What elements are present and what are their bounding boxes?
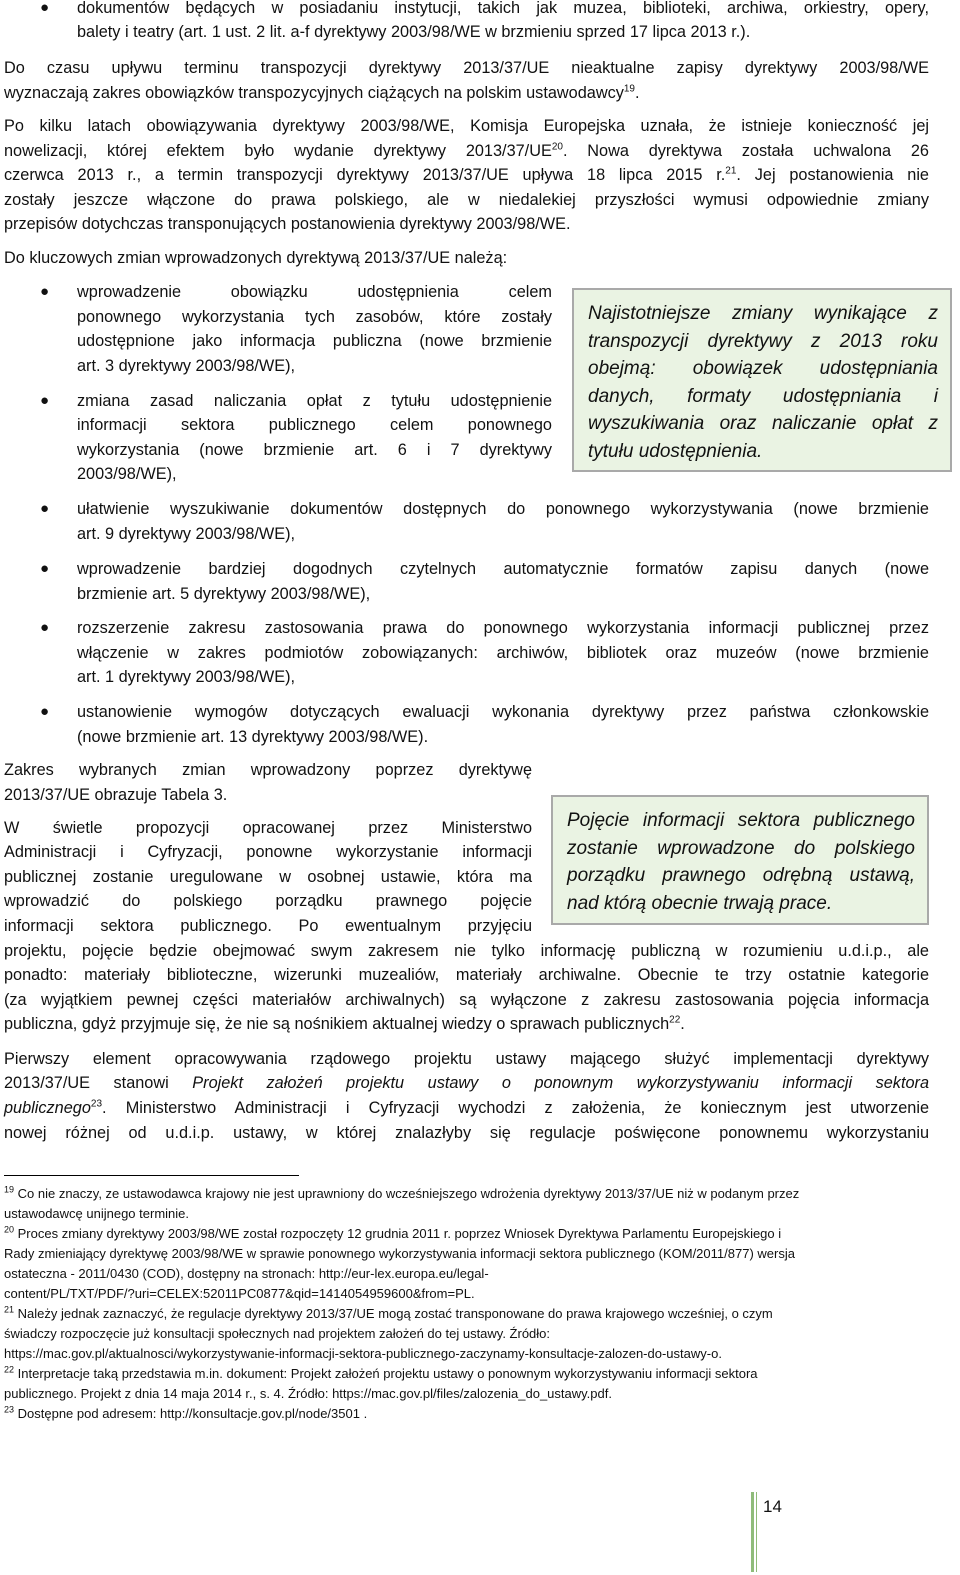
footnote-23-text-a: Dostępne pod adresem: http://konsultacje.gov.pl/node/3501 .	[17, 1406, 368, 1421]
p6-line3	[4, 1096, 929, 1121]
footnote-20-line2: Rady zmieniający dyrektywę 2003/98/WE w sprawie ponownego wykorzystywania informacji sektora publicznego (KOM/2011/877) wersja	[4, 1246, 795, 1261]
p1-line2-text: wyznaczają zakres obowiązków transpozycyjnych ciążących na polskim ustawodawcy	[4, 84, 624, 102]
bullet-dot: ●	[40, 500, 50, 517]
footnote-20-text-a: Proces zmiany dyrektywy 2003/98/WE został rozpoczęty 12 grudnia 2011 r. poprzez Wniosek Dyrektywa Parlamentu Europejskiego i	[17, 1226, 782, 1241]
footnote-ref-22[interactable]: 22	[669, 1014, 681, 1026]
p5-line5: informacji sektora publicznego. Po ewentualnym przyjęciu	[4, 917, 532, 935]
page-number-bar-thin	[756, 1492, 757, 1572]
bullet5-line3: art. 1 dyrektywy 2003/98/WE),	[77, 668, 296, 686]
box1-line4: danych, formaty udostępniania i	[588, 385, 938, 407]
p2-line2b: . Nowa dyrektywa została uchwalona 26	[562, 142, 929, 160]
footnote-number-21: 21	[4, 1304, 15, 1315]
footnote-19-line1	[4, 1184, 916, 1204]
bullet6-line2: (nowe brzmienie art. 13 dyrektywy 2003/98/WE).	[77, 728, 429, 746]
p1-line2	[4, 81, 929, 106]
p5-line7: ponadto: materiały biblioteczne, wizerunki muzealiów, materiały archiwalne. Obecnie te trzy ostatnie kategorie	[4, 966, 929, 984]
box1-line3: obejmą: obowiązek udostępniania	[588, 358, 938, 379]
p5-line3: publicznej zostanie uregulowane w osobnej ustawie, która ma	[4, 868, 532, 886]
p5-line6: projektu, pojęcie będzie obejmować swym zakresem nie tylko informację publiczną w rozumieniu u.d.i.p., ale	[4, 942, 929, 960]
p6-line3b: . Ministerstwo Administracji i Cyfryzacji wychodzi z założenia, że koniecznym jest utworzenie	[102, 1099, 929, 1117]
page-number: 14	[763, 1497, 782, 1516]
bullet5-line1: rozszerzenie zakresu zastosowania prawa do ponownego wykorzystania informacji publicznej przez	[77, 619, 929, 637]
footnote-21-line3[interactable]: https://mac.gov.pl/aktualnosci/wykorzystywanie-informacji-sektora-publicznego-zaczynamy-konsultacje-zalozen-do-ustawy-o.	[4, 1346, 722, 1361]
p6-line2	[4, 1071, 929, 1096]
p5-line2: Administracji i Cyfryzacji, ponowne wykorzystanie informacji	[4, 843, 532, 861]
p2-line3b: . Jej postanowienia nie	[736, 166, 929, 184]
footnote-19-text-a: Co nie znaczy, ze ustawodawca krajowy nie jest uprawniony do wcześniejszego wdrożenia dyrektywy 2013/37/UE niż w podanym przez	[17, 1186, 800, 1201]
callout-box-concept	[551, 795, 929, 925]
p6-line2a: 2013/37/UE stanowi	[4, 1074, 193, 1092]
p5-line4: wprowadzić do polskiego porządku prawnego pojęcie	[4, 892, 532, 910]
bullet1-line4: art. 3 dyrektywy 2003/98/WE),	[77, 357, 296, 375]
footnote-ref-21[interactable]: 21	[725, 165, 737, 177]
bullet-dot: ●	[40, 0, 50, 16]
box2-line2: zostanie wprowadzone do polskiego	[567, 837, 915, 859]
p5-line1: W świetle propozycji opracowanej przez Ministerstwo	[4, 819, 532, 837]
page-number-bar	[751, 1492, 754, 1572]
bullet-dot: ●	[40, 283, 50, 300]
p6-line1: Pierwszy element opracowywania rządowego projektu ustawy mającego służyć implementacji dyrektywy	[4, 1050, 929, 1068]
footnote-ref-23[interactable]: 23	[90, 1098, 103, 1110]
p3-intro: Do kluczowych zmian wprowadzonych dyrektywą 2013/37/UE należą:	[4, 249, 508, 267]
p4-line2: 2013/37/UE obrazuje Tabela 3.	[4, 786, 228, 804]
footnote-20-line3: ostateczna - 2011/0430 (COD), dostępny na stronach: http://eur-lex.europa.eu/legal-	[4, 1266, 489, 1281]
bullet4-line1: wprowadzenie bardziej dogodnych czytelnych automatycznie formatów zapisu danych (nowe	[77, 560, 929, 578]
p1-end: .	[634, 84, 640, 102]
footnote-number-20: 20	[4, 1224, 15, 1235]
footnote-20-line4: content/PL/TXT/PDF/?uri=CELEX:52011PC0877&qid=1414054959600&from=PL.	[4, 1286, 475, 1301]
p5-end: .	[680, 1015, 685, 1033]
bullet4-line2: brzmienie art. 5 dyrektywy 2003/98/WE),	[77, 585, 371, 603]
footnote-19-line2: ustawodawcę unijnego terminie.	[4, 1206, 189, 1221]
p6-line4: nowej różnej od u.d.i.p. ustawy, w której znalazłyby się regulacje poświęcone ponownemu wykorzystaniu	[4, 1124, 929, 1142]
p5-line8: (za wyjątkiem pewnej części materiałów archiwalnych) są wyłączone z zakresu zastosowania pojęcia informacja	[4, 991, 929, 1009]
bullet2-line4: 2003/98/WE),	[77, 465, 177, 483]
bullet1-line3: udostępnione jako informacja publiczna (nowe brzmienie	[77, 332, 552, 350]
bullet-dot: ●	[40, 703, 50, 720]
bullet-dot: ●	[40, 560, 50, 577]
footnote-ref-19[interactable]: 19	[623, 83, 635, 95]
p2-line4: zostały jeszcze włączone do prawa polskiego, ale w niedalekiej przyszłości wymusi odpowiednie zmiany	[4, 191, 929, 209]
footnote-number-19: 19	[4, 1184, 15, 1195]
callout-box-changes	[572, 288, 952, 472]
p2-line2	[4, 139, 929, 164]
footnote-21-line2: świadczy rozpoczęcie już konsultacji społecznych nad projektem założeń do tej ustawy. Źródło:	[4, 1326, 551, 1341]
box1-line2: transpozycji dyrektywy z 2013 roku	[588, 330, 938, 352]
top-bullet-line1: dokumentów będących w posiadaniu instytucji, takich jak muzea, biblioteki, archiwa, orkiestry, opery,	[77, 0, 929, 17]
p2-line5: przepisów dotychczas transponujących postanowienia dyrektywy 2003/98/WE.	[4, 215, 571, 233]
bullet2-line2: informacji sektora publicznego celem ponownego	[77, 416, 552, 434]
bullet5-line2: włączenie w zakres podmiotów zobowiązanych: archiwów, bibliotek oraz muzeów (nowe brzmienie	[77, 644, 929, 662]
p5-line9	[4, 1012, 929, 1037]
p6-line2-italic: Projekt założeń projektu ustawy o ponownym wykorzystywaniu informacji sektora	[192, 1074, 930, 1092]
bullet-dot: ●	[40, 619, 50, 636]
bullet2-line3: wykorzystania (nowe brzmienie art. 6 i 7 dyrektywy	[77, 441, 552, 459]
top-bullet-line2: balety i teatry (art. 1 ust. 2 lit. a-f dyrektywy 2003/98/WE w brzmieniu sprzed 17 lipca 2013 r.).	[77, 23, 751, 41]
footnote-number-23: 23	[4, 1404, 15, 1415]
footnote-22-line2: publicznego. Projekt z dnia 14 maja 2014 r., s. 4. Źródło: https://mac.gov.pl/files/zalozenia_do_ustawy.pdf.	[4, 1386, 612, 1401]
footnote-number-22: 22	[4, 1364, 15, 1375]
p2-line2a: nowelizacji, której efektem było wydanie dyrektywy 2013/37/UE	[4, 142, 552, 160]
box1-line5: wyszukiwania oraz naliczanie opłat z	[588, 413, 938, 434]
footnote-ref-20[interactable]: 20	[551, 141, 563, 153]
footnote-23-line1	[4, 1404, 916, 1424]
p2-line1: Po kilku latach obowiązywania dyrektywy 2003/98/WE, Komisja Europejska uznała, że istnieje konieczność jej	[4, 117, 929, 135]
p5-line9-text: publiczna, gdyż przyjmuje się, że nie są nośnikiem aktualnej wiedzy o sprawach publicznych	[4, 1015, 670, 1033]
bullet-dot: ●	[40, 392, 50, 409]
p6-line3-italic: publicznego	[4, 1099, 91, 1117]
bullet6-line1: ustanowienie wymogów dotyczących ewaluacji wykonania dyrektywy przez państwa członkowskie	[77, 703, 929, 721]
bullet3-line2: art. 9 dyrektywy 2003/98/WE),	[77, 525, 296, 543]
footnote-21-text-a: Należy jednak zaznaczyć, że regulacje dyrektywy 2013/37/UE mogą zostać transponowane do prawa krajowego wcześniej, o czym	[17, 1306, 773, 1321]
footnote-22-text-a: Interpretacje taką przedstawia m.in. dokument: Projekt założeń projektu ustawy o ponownym wykorzystywaniu informacji sektora	[17, 1366, 758, 1381]
p2-line3	[4, 163, 929, 188]
box2-line1: Pojęcie informacji sektora publicznego	[567, 810, 915, 831]
box1-line1: Najistotniejsze zmiany wynikające z	[588, 303, 938, 324]
box1-line6: tytułu udostępnienia.	[588, 440, 763, 462]
footnote-21-line1	[4, 1304, 916, 1324]
footnote-20-line1	[4, 1224, 916, 1244]
p1-line1: Do czasu upływu terminu transpozycji dyrektywy 2013/37/UE nieaktualne zapisy dyrektywy 2003/98/WE	[4, 59, 929, 77]
box2-line4: nad którą obecnie trwają prace.	[567, 892, 833, 914]
p2-line3a: czerwca 2013 r., a termin transpozycji dyrektywy 2013/37/UE upływa 18 lipca 2015 r.	[4, 166, 726, 184]
bullet1-line2: ponownego wykorzystania tych zasobów, które zostały	[77, 308, 552, 326]
footnote-22-line1	[4, 1364, 916, 1384]
bullet3-line1: ułatwienie wyszukiwanie dokumentów dostępnych do ponownego wykorzystywania (nowe brzmienie	[77, 500, 929, 518]
box2-line3: porządku prawnego odrębną ustawą,	[567, 865, 915, 886]
bullet1-line1: wprowadzenie obowiązku udostępnienia celem	[77, 283, 552, 301]
bullet2-line1: zmiana zasad naliczania opłat z tytułu udostępnienie	[77, 392, 552, 410]
footnote-separator	[4, 1175, 299, 1176]
p4-line1: Zakres wybranych zmian wprowadzony poprzez dyrektywę	[4, 761, 532, 779]
